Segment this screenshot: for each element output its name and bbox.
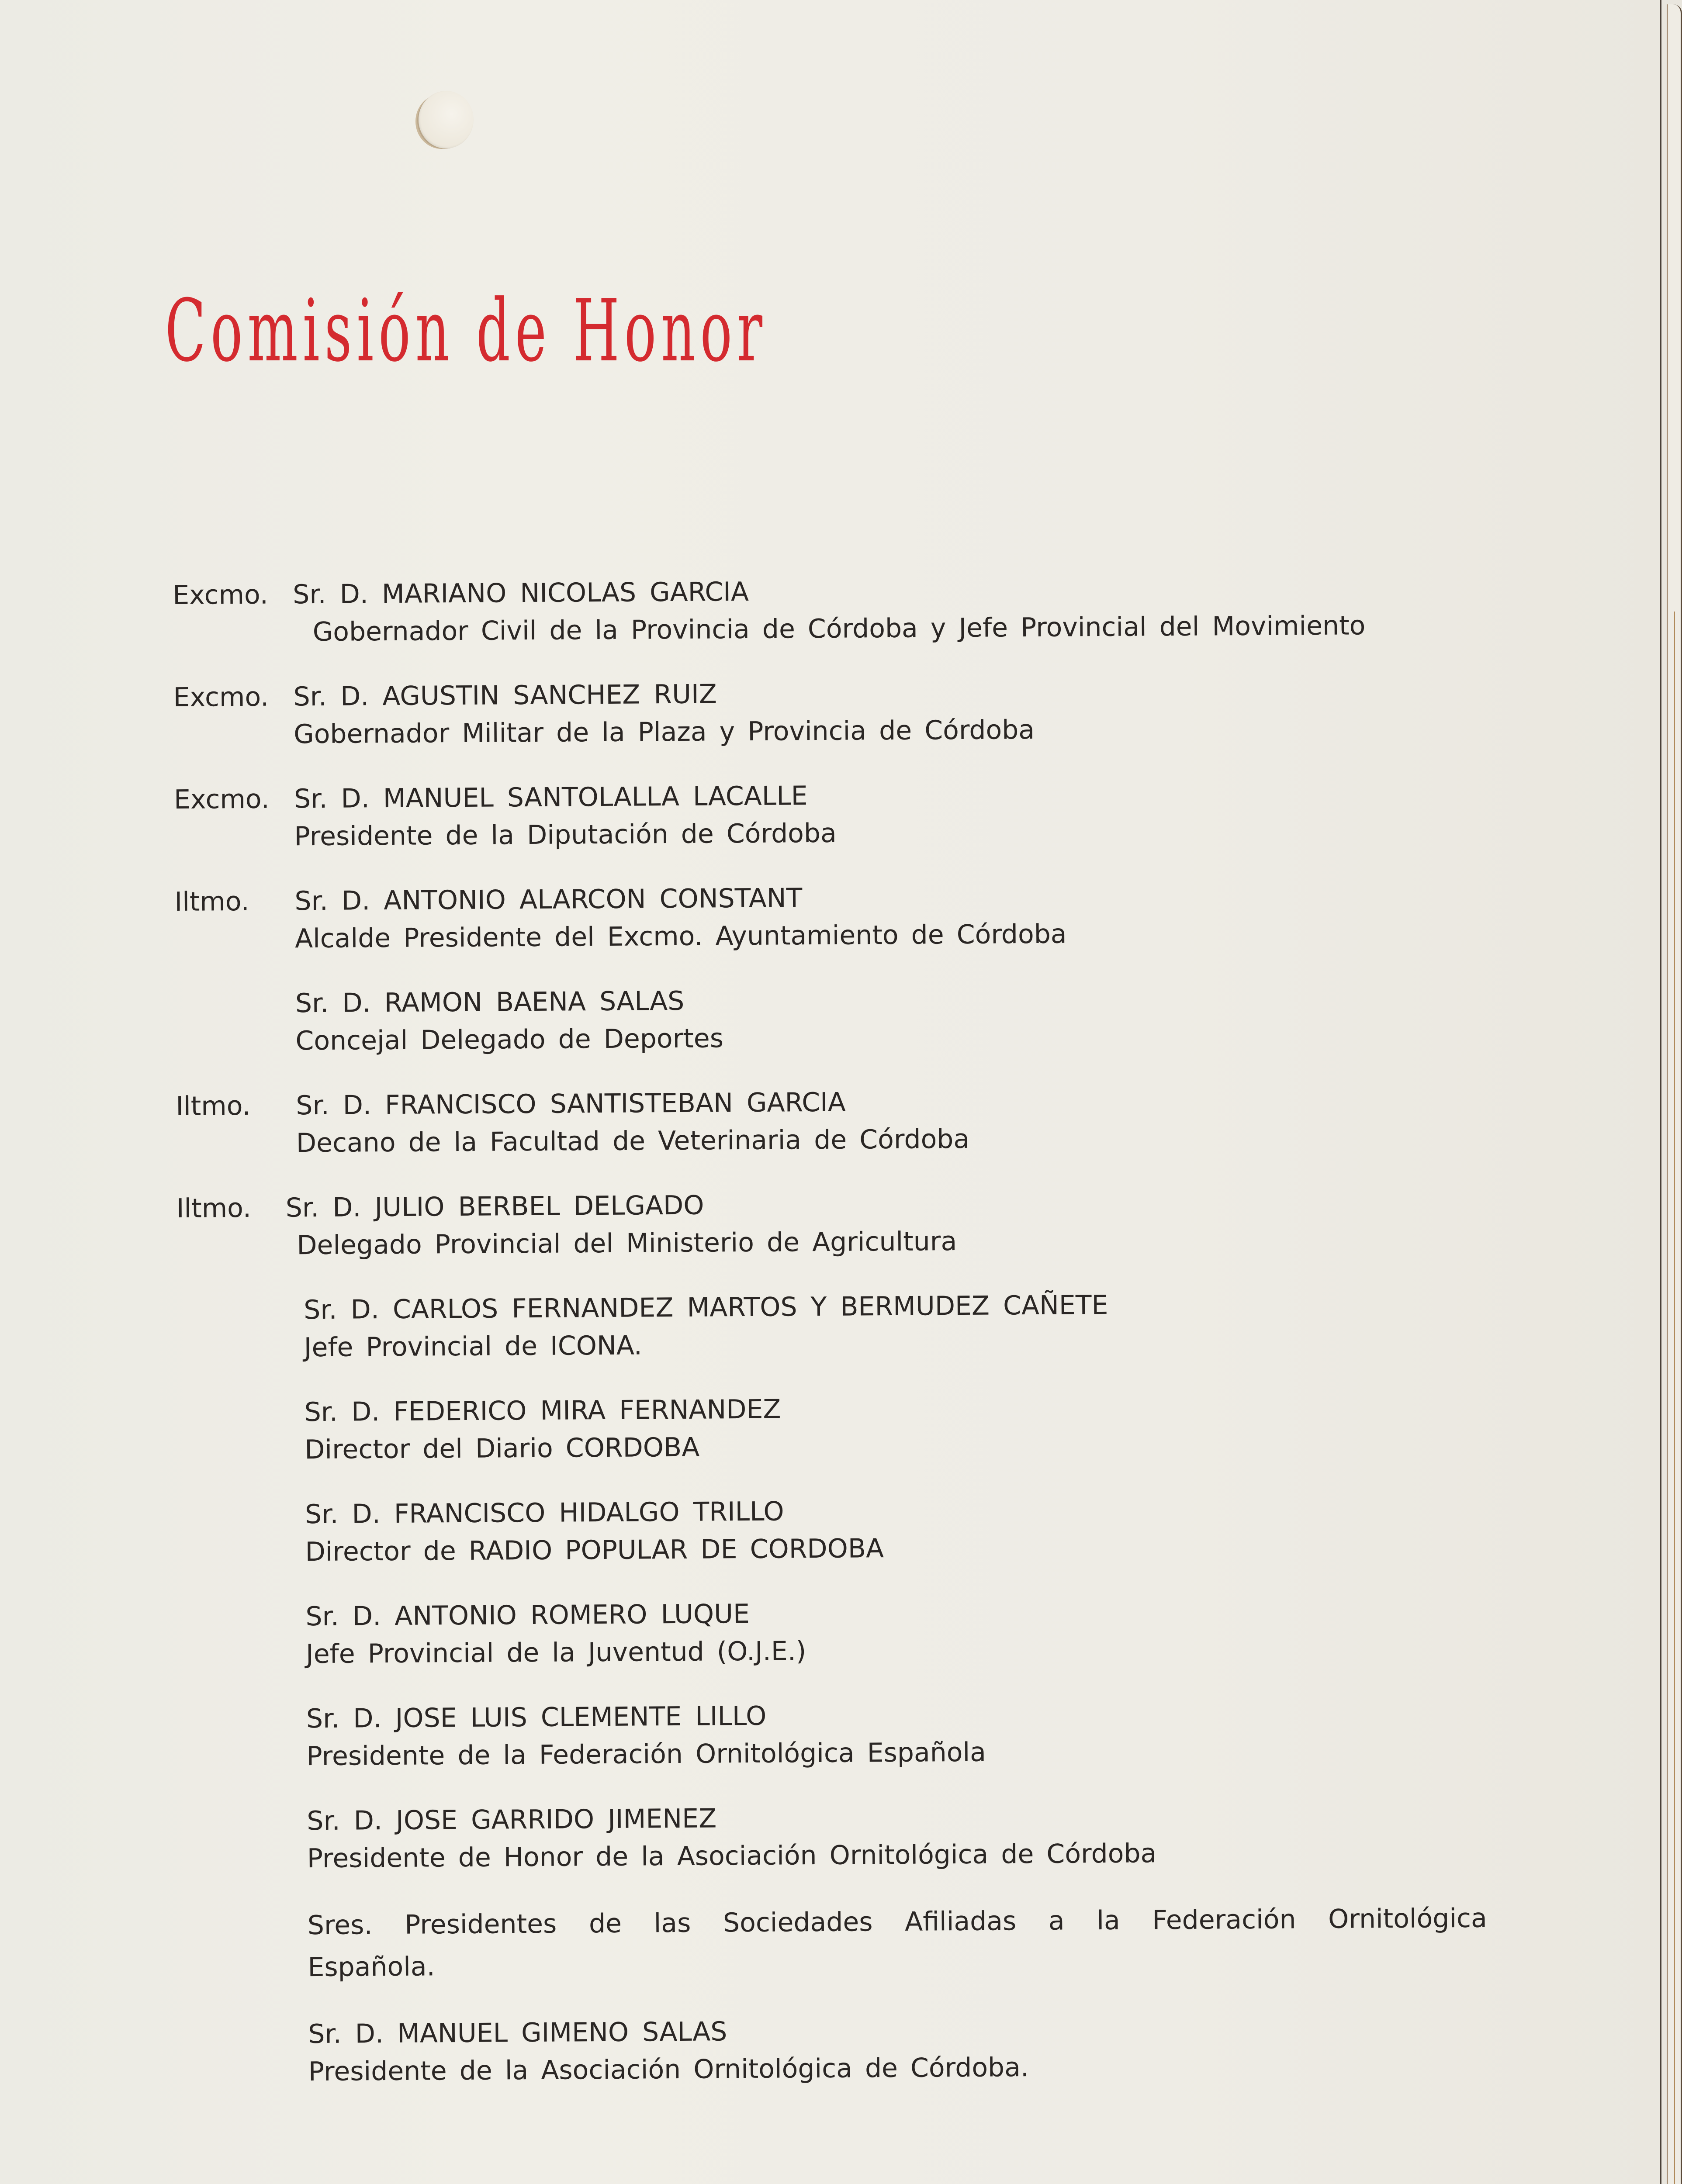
honorific: Excmo. bbox=[173, 681, 269, 713]
member-role: Presidente de la Diputación de Córdoba bbox=[294, 818, 837, 852]
member-name: Sr. D. FEDERICO MIRA FERNANDEZ bbox=[304, 1394, 781, 1428]
honorific: Excmo. bbox=[173, 579, 269, 611]
member-role: Jefe Provincial de la Juventud (O.J.E.) bbox=[305, 1636, 806, 1670]
member-role: Presidente de Honor de la Asociación Ornitológica de Córdoba bbox=[307, 1838, 1157, 1874]
honorific: Iltmo. bbox=[174, 886, 249, 917]
member-role: Presidente de la Asociación Ornitológica de Córdoba. bbox=[308, 2052, 1029, 2087]
member-name: Sr. D. RAMON BAENA SALAS bbox=[295, 985, 685, 1019]
list-item bbox=[174, 773, 1529, 856]
list-item bbox=[181, 2008, 1536, 2091]
member-role: Presidente de la Federación Ornitológica Española bbox=[306, 1737, 986, 1772]
list-item bbox=[178, 1488, 1533, 1572]
list-item bbox=[176, 1079, 1530, 1163]
member-role: Concejal Delegado de Deportes bbox=[295, 1023, 724, 1057]
member-name: Sr. D. JOSE GARRIDO JIMENEZ bbox=[307, 1803, 717, 1837]
member-role: Jefe Provincial de ICONA. bbox=[304, 1330, 643, 1363]
member-name: Sr. D. MARIANO NICOLAS GARCIA bbox=[293, 576, 749, 610]
member-name: Sr. D. CARLOS FERNANDEZ MARTOS Y BERMUDEZ CAÑETE bbox=[304, 1289, 1108, 1326]
member-name: Sr. D. MANUEL SANTOLALLA LACALLE bbox=[294, 781, 808, 815]
page-edge bbox=[1674, 612, 1678, 2184]
member-name: Sr. D. FRANCISCO HIDALGO TRILLO bbox=[305, 1496, 784, 1530]
member-role: Decano de la Facultad de Veterinaria de Córdoba bbox=[296, 1123, 970, 1159]
page-title: Comisión de Honor bbox=[165, 281, 768, 381]
list-item bbox=[181, 1897, 1536, 1989]
member-name: Sr. D. JOSE LUIS CLEMENTE LILLO bbox=[306, 1700, 767, 1735]
member-name: Sr. D. FRANCISCO SANTISTEBAN GARCIA bbox=[296, 1087, 846, 1121]
member-name: Sr. D. MANUEL GIMENO SALAS bbox=[308, 2016, 727, 2050]
honorific: Excmo. bbox=[173, 784, 270, 815]
member-name: Sr. D. AGUSTIN SANCHEZ RUIZ bbox=[293, 679, 717, 712]
list-item bbox=[177, 1182, 1531, 1265]
list-item bbox=[173, 568, 1527, 652]
honorific: Iltmo. bbox=[176, 1090, 251, 1122]
member-role: Gobernador Militar de la Plaza y Provincia de Córdoba bbox=[293, 714, 1035, 750]
member-role: Director del Diario CORDOBA bbox=[305, 1432, 700, 1465]
list-item bbox=[174, 875, 1529, 958]
punch-hole-icon bbox=[419, 91, 474, 149]
member-role: Director de RADIO POPULAR DE CORDOBA bbox=[305, 1533, 884, 1568]
list-item bbox=[173, 670, 1528, 754]
member-name: Sr. D. ANTONIO ALARCON CONSTANT bbox=[294, 883, 803, 917]
list-item bbox=[177, 1284, 1532, 1367]
member-role: Delegado Provincial del Ministerio de Agricultura bbox=[297, 1226, 957, 1261]
honorific: Iltmo. bbox=[176, 1192, 252, 1224]
honor-committee-list bbox=[173, 568, 1537, 2118]
list-item bbox=[180, 1693, 1534, 1776]
list-item bbox=[177, 1386, 1532, 1469]
list-item bbox=[175, 977, 1530, 1061]
member-name: Sr. D. ANTONIO ROMERO LUQUE bbox=[305, 1598, 750, 1632]
list-item bbox=[179, 1590, 1533, 1674]
member-role: Sres. Presidentes de las Sociedades Afiliadas a la Federación Ornitológica Española. bbox=[307, 1903, 1488, 1983]
member-role: Gobernador Civil de la Provincia de Córdoba y Jefe Provincial del Movimiento bbox=[312, 610, 1366, 648]
list-item bbox=[180, 1795, 1535, 1878]
member-role: Alcalde Presidente del Excmo. Ayuntamiento de Córdoba bbox=[294, 919, 1067, 954]
member-name: Sr. D. JULIO BERBEL DELGADO bbox=[285, 1190, 704, 1223]
